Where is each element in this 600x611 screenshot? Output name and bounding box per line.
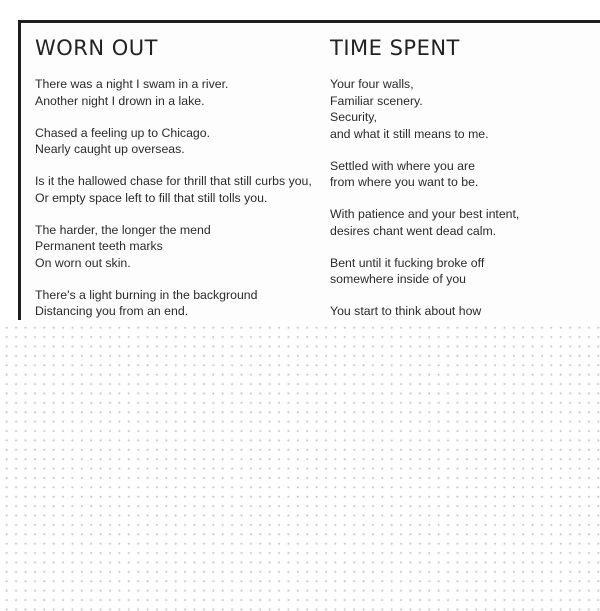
stanza	[35, 222, 315, 272]
poem-line: On worn out skin.	[35, 255, 131, 270]
poem-title: TIME SPENT	[330, 36, 460, 60]
stanza	[35, 173, 315, 206]
poem-time-spent	[330, 35, 600, 352]
stanza	[330, 158, 600, 191]
poem-page	[18, 20, 600, 350]
poem-line: Nearly caught up overseas.	[35, 142, 185, 156]
poem-line: Your four walls,	[330, 77, 414, 91]
stanza	[35, 76, 315, 109]
poem-line: With patience and your best intent,	[330, 207, 520, 221]
poem-line: There was a night I swam in a river.	[35, 77, 229, 91]
poem-line: Bent until it fucking broke off	[330, 255, 485, 270]
poem-line: Familiar scenery.	[330, 93, 423, 108]
poem-worn-out	[35, 35, 315, 335]
poem-line: Another night I drown in a lake.	[35, 93, 205, 108]
poem-line: Chased a feeling up to Chicago.	[35, 125, 211, 140]
stanza	[330, 76, 600, 142]
poem-line: Settled with where you are	[330, 158, 475, 173]
poem-line: somewhere inside of you	[330, 272, 467, 286]
stanza	[35, 125, 315, 158]
poem-line: from where you want to be.	[330, 175, 479, 189]
poem-line: desires chant went dead calm.	[330, 223, 497, 238]
poem-line: Distancing you from an end.	[35, 304, 189, 318]
poem-line: Is it the hallowed chase for thrill that still curbs you,	[35, 174, 312, 188]
stanza	[330, 206, 600, 239]
poem-title: WORN OUT	[35, 36, 158, 60]
poem-line: Or empty space left to fill that still tolls you.	[35, 190, 268, 205]
poem-line: The harder, the longer the mend	[35, 222, 211, 237]
stanza	[35, 287, 315, 320]
poem-line: You start to think about how	[330, 304, 482, 318]
poem-line: Permanent teeth marks	[35, 239, 163, 253]
poem-line: and what it still means to me.	[330, 126, 489, 141]
poem-line: Security,	[330, 110, 377, 124]
stanza	[330, 255, 600, 288]
dot-grid-overlay	[0, 320, 600, 611]
poem-line: There's a light burning in the background	[35, 287, 258, 302]
